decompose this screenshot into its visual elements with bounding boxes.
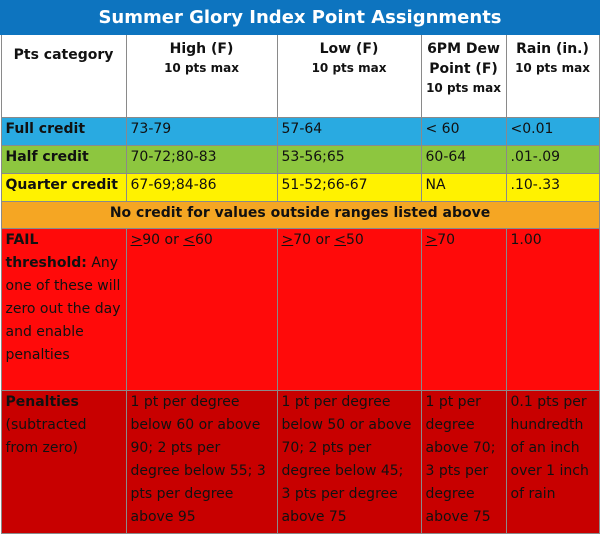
- cell-full-high: 73-79: [126, 118, 277, 146]
- header-category: [1, 34, 126, 118]
- cell-fail-dew: [421, 229, 506, 391]
- cell-fail-high: [126, 229, 277, 391]
- cell-half-dew: 60-64: [421, 146, 506, 174]
- cell-fail-label: [1, 229, 126, 391]
- cell-half-high: 70-72;80-83: [126, 146, 277, 174]
- cell-full-label: Full credit: [1, 118, 126, 146]
- cell-full-low: 57-64: [277, 118, 421, 146]
- cell-quarter-dew: NA: [421, 174, 506, 202]
- cell-quarter-low: 51-52;66-67: [277, 174, 421, 202]
- header-rain-label: Rain (in.): [516, 41, 589, 57]
- cell-quarter-rain: .10-.33: [506, 174, 599, 202]
- header-dew-sub: 10 pts max: [426, 81, 501, 95]
- table-row-full-credit: [1, 118, 599, 146]
- fail-dew-val: 70: [437, 232, 456, 248]
- fail-dew-gt: >: [425, 232, 438, 248]
- fail-low-lt: <: [334, 232, 347, 248]
- header-row: [1, 34, 599, 118]
- header-high-sub: 10 pts max: [164, 61, 239, 75]
- fail-high-val2: 60: [195, 232, 213, 248]
- penalty-label-rest: (subtracted from zero): [5, 417, 87, 456]
- header-high: [126, 34, 277, 118]
- header-dew: [421, 34, 506, 118]
- fail-low-gt: >: [281, 232, 294, 248]
- header-category-label: Pts category: [13, 47, 114, 63]
- cell-full-rain: <0.01: [506, 118, 599, 146]
- header-low-sub: 10 pts max: [311, 61, 387, 75]
- fail-low-val2: 50: [346, 232, 364, 248]
- table-row-half-credit: [1, 146, 599, 174]
- table-title: Summer Glory Index Point Assignments: [1, 1, 599, 34]
- cell-quarter-label: Quarter credit: [1, 174, 126, 202]
- fail-label-rest: Any one of these will zero out the day and enable penalties: [5, 255, 121, 363]
- cell-penalty-high: 1 pt per degree below 60 or above 90; 2 pts per degree below 55; 3 pts per degree above 95: [126, 391, 277, 534]
- table-row-penalties: [1, 391, 599, 534]
- no-credit-note: No credit for values outside ranges listed above: [1, 202, 599, 229]
- header-high-label: High (F): [169, 41, 234, 57]
- fail-low-val1: 70 or: [293, 232, 335, 248]
- table-row-fail: [1, 229, 599, 391]
- header-dew-label: 6PM Dew Point (F): [427, 41, 500, 77]
- fail-high-lt: <: [183, 232, 196, 248]
- cell-fail-low: [277, 229, 421, 391]
- cell-full-dew: < 60: [421, 118, 506, 146]
- cell-penalty-rain: 0.1 pts per hundredth of an inch over 1 inch of rain: [506, 391, 599, 534]
- header-low: [277, 34, 421, 118]
- cell-penalty-dew: 1 pt per degree above 70; 3 pts per degree above 75: [421, 391, 506, 534]
- cell-quarter-high: 67-69;84-86: [126, 174, 277, 202]
- header-low-label: Low (F): [319, 41, 379, 57]
- fail-high-val1: 90 or: [142, 232, 184, 248]
- header-rain: [506, 34, 599, 118]
- cell-half-low: 53-56;65: [277, 146, 421, 174]
- table-row-note: [1, 202, 599, 229]
- header-rain-sub: 10 pts max: [515, 61, 590, 75]
- cell-half-rain: .01-.09: [506, 146, 599, 174]
- cell-half-label: Half credit: [1, 146, 126, 174]
- cell-penalty-label: [1, 391, 126, 534]
- fail-label-bold: FAIL threshold:: [5, 232, 87, 271]
- cell-fail-rain: 1.00: [506, 229, 599, 391]
- table-row-quarter-credit: [1, 174, 599, 202]
- penalty-label-bold: Penalties: [5, 394, 79, 410]
- fail-high-gt: >: [130, 232, 143, 248]
- cell-penalty-low: 1 pt per degree below 50 or above 70; 2 pts per degree below 45; 3 pts per degree above 75: [277, 391, 421, 534]
